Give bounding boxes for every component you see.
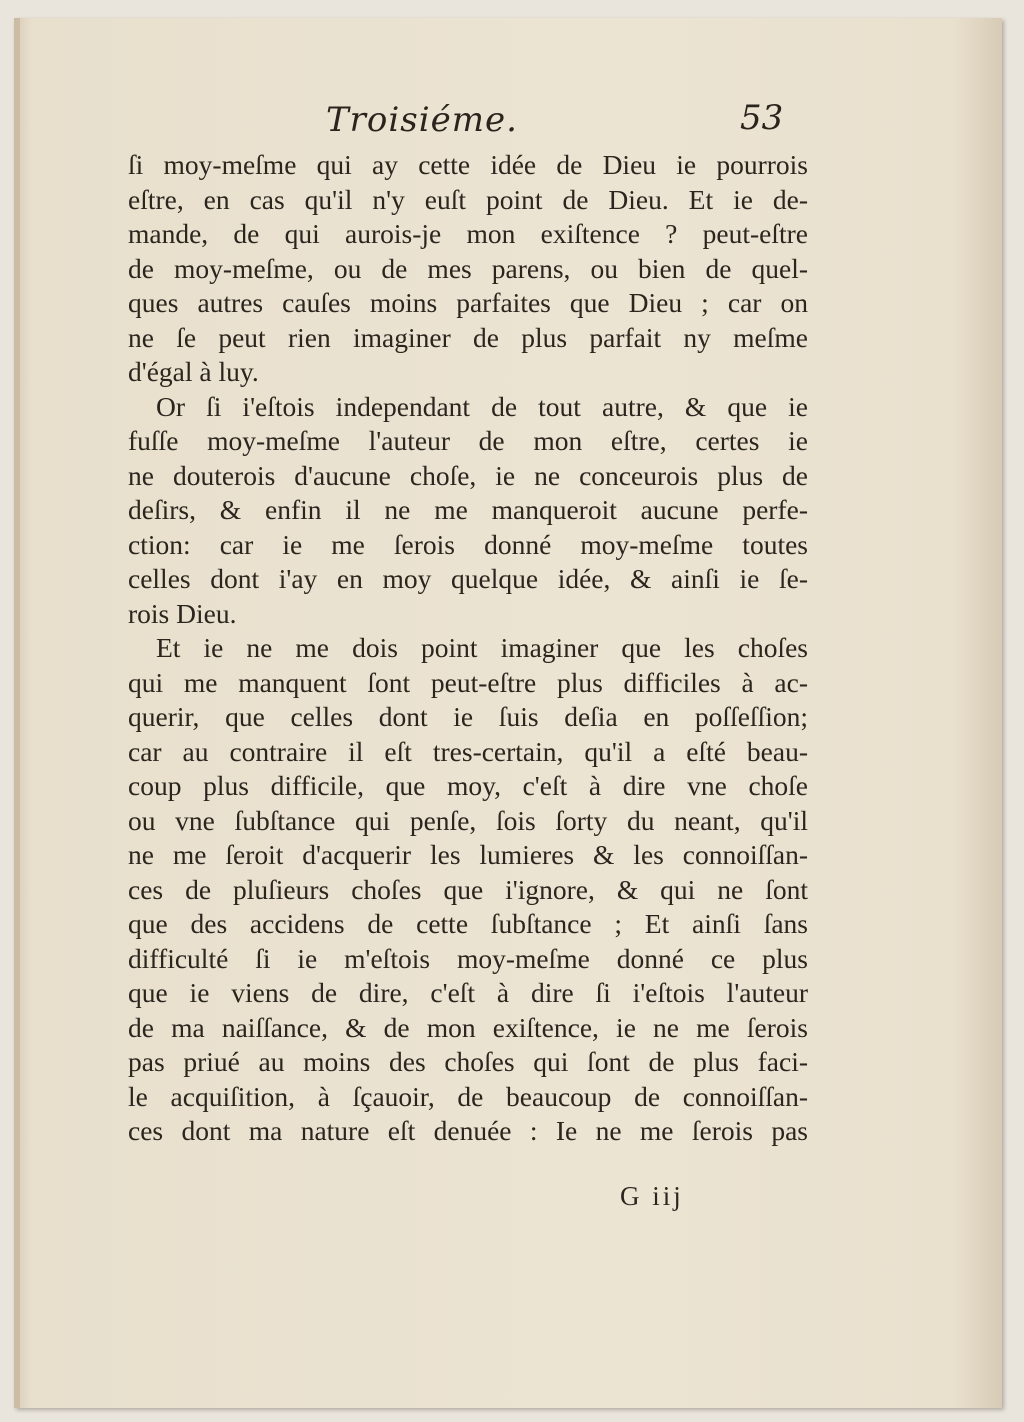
text-line: mande, de qui aurois-je mon exiſtence ? peut-eſtre [128, 218, 808, 249]
text-line: celles dont i'ay en moy quelque idée, & ainſi ie ſe- [128, 563, 808, 594]
text-line: ne ſe peut rien imaginer de plus parfait ny meſme [128, 321, 808, 353]
text-line: ques autres cauſes moins parfaites que Dieu ; car on [128, 287, 808, 318]
text-line: eſtre, en cas qu'il n'y euſt point de Dieu. Et ie de- [128, 183, 808, 215]
text-line: car au contraire il eſt tres-certain, qu'il a eſté beau- [128, 735, 808, 767]
paragraph-start-line: Or ſi i'eſtois independant de tout autre, & que ie [156, 390, 808, 422]
signature-mark: G iij [620, 1181, 684, 1211]
text-line: querir, que celles dont ie ſuis deſia en poſſeſſion; [128, 701, 808, 732]
text-line: ſi moy-meſme qui ay cette idée de Dieu ie pourrois [128, 149, 808, 180]
text-line: ction: car ie me ſerois donné moy-meſme toutes [128, 528, 808, 560]
text-line: ne douterois d'aucune choſe, ie ne conceurois plus de [128, 459, 808, 491]
text-line: fuſſe moy-meſme l'auteur de mon eſtre, certes ie [128, 425, 808, 456]
page-gutter-edge [14, 18, 20, 1408]
paragraph-start-line: Et ie ne me dois point imaginer que les choſes [156, 632, 808, 663]
text-line: rois Dieu. [128, 597, 237, 629]
text-line: de moy-meſme, ou de mes parens, ou bien de quel- [128, 252, 808, 284]
page-header [14, 90, 1002, 150]
text-line: ne me ſeroit d'acquerir les lumieres & les connoiſſan- [128, 839, 808, 870]
text-line: pas priué au moins des choſes qui ſont de plus faci- [128, 1046, 808, 1077]
text-line: deſirs, & enfin il ne me manqueroit aucune perfe- [128, 494, 808, 525]
text-line: coup plus difficile, que moy, c'eſt à dire vne choſe [128, 770, 808, 801]
text-line: ces dont ma nature eſt denuée : Ie ne me ſerois pas [128, 1115, 808, 1146]
text-line: ou vne ſubſtance qui penſe, ſois ſorty du neant, qu'il [128, 804, 808, 836]
text-line: ces de pluſieurs choſes que i'ignore, & qui ne ſont [128, 873, 808, 905]
text-line: qui me manquent ſont peut-eſtre plus difficiles à ac- [128, 666, 808, 698]
running-title: Troisiéme. [326, 100, 518, 140]
text-line: le acquiſition, à ſçauoir, de beaucoup de connoiſſan- [128, 1080, 808, 1112]
text-line: de ma naiſſance, & de mon exiſtence, ie ne me ſerois [128, 1011, 808, 1043]
text-line: difficulté ſi ie m'eſtois moy-meſme donné ce plus [128, 942, 808, 974]
text-line: que des accidens de cette ſubſtance ; Et ainſi ſans [128, 908, 808, 939]
text-line: que ie viens de dire, c'eſt à dire ſi i'eſtois l'auteur [128, 977, 808, 1008]
body-text [128, 148, 808, 1149]
page-number: 53 [740, 98, 784, 138]
book-page [14, 18, 1002, 1408]
text-line: d'égal à luy. [128, 356, 259, 387]
